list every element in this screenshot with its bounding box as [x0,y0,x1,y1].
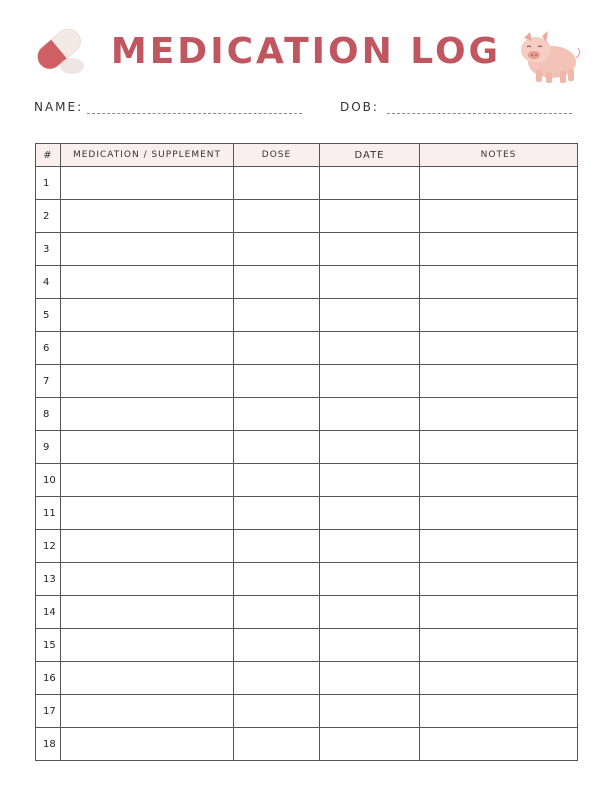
date-cell[interactable] [320,365,420,398]
dose-cell[interactable] [234,497,320,530]
medication-cell[interactable] [61,530,234,563]
table-row [36,596,578,629]
dob-label: DOB: [340,100,379,114]
notes-cell[interactable] [420,596,578,629]
row-number: 18 [36,728,61,761]
dose-cell[interactable] [234,365,320,398]
notes-cell[interactable] [420,464,578,497]
row-number: 13 [36,563,61,596]
column-header-medication: MEDICATION / SUPPLEMENT [61,144,234,167]
dose-cell[interactable] [234,596,320,629]
row-number: 4 [36,266,61,299]
medication-cell[interactable] [61,200,234,233]
column-header-number: # [36,144,61,167]
row-number: 7 [36,365,61,398]
dose-cell[interactable] [234,728,320,761]
medication-cell[interactable] [61,398,234,431]
medication-cell[interactable] [61,431,234,464]
medication-cell[interactable] [61,563,234,596]
table-row [36,266,578,299]
notes-cell[interactable] [420,728,578,761]
table-row [36,563,578,596]
row-number: 2 [36,200,61,233]
table-row [36,200,578,233]
notes-cell[interactable] [420,398,578,431]
notes-cell[interactable] [420,629,578,662]
date-cell[interactable] [320,299,420,332]
date-cell[interactable] [320,728,420,761]
dob-line[interactable] [387,103,572,114]
name-label: NAME: [34,100,84,114]
notes-cell[interactable] [420,299,578,332]
date-cell[interactable] [320,596,420,629]
medication-cell[interactable] [61,695,234,728]
medication-cell[interactable] [61,266,234,299]
row-number: 1 [36,167,61,200]
date-cell[interactable] [320,662,420,695]
row-number: 15 [36,629,61,662]
dose-cell[interactable] [234,662,320,695]
medication-cell[interactable] [61,332,234,365]
row-number: 10 [36,464,61,497]
notes-cell[interactable] [420,497,578,530]
notes-cell[interactable] [420,332,578,365]
row-number: 16 [36,662,61,695]
dose-cell[interactable] [234,464,320,497]
table-row [36,629,578,662]
dose-cell[interactable] [234,629,320,662]
table-row [36,167,578,200]
table-row [36,728,578,761]
name-field[interactable] [34,100,302,114]
dose-cell[interactable] [234,398,320,431]
dose-cell[interactable] [234,695,320,728]
medication-cell[interactable] [61,596,234,629]
table-row [36,695,578,728]
date-cell[interactable] [320,200,420,233]
row-number: 6 [36,332,61,365]
date-cell[interactable] [320,563,420,596]
date-cell[interactable] [320,233,420,266]
column-header-date: DATE [320,144,420,167]
medication-cell[interactable] [61,233,234,266]
table-row [36,530,578,563]
table-row [36,365,578,398]
date-cell[interactable] [320,398,420,431]
table-row [36,398,578,431]
dose-cell[interactable] [234,266,320,299]
pig-icon [516,28,582,84]
column-header-dose: DOSE [234,144,320,167]
table-row [36,431,578,464]
notes-cell[interactable] [420,563,578,596]
row-number: 14 [36,596,61,629]
date-cell[interactable] [320,332,420,365]
notes-cell[interactable] [420,431,578,464]
date-cell[interactable] [320,464,420,497]
notes-cell[interactable] [420,530,578,563]
table-row [36,464,578,497]
table-row [36,662,578,695]
notes-cell[interactable] [420,662,578,695]
page-title: MEDICATION LOG [110,31,502,72]
medication-cell[interactable] [61,629,234,662]
date-cell[interactable] [320,167,420,200]
date-cell[interactable] [320,497,420,530]
medication-log-table [35,143,578,761]
medication-cell[interactable] [61,464,234,497]
medication-cell[interactable] [61,365,234,398]
row-number: 17 [36,695,61,728]
dose-cell[interactable] [234,299,320,332]
date-cell[interactable] [320,695,420,728]
notes-cell[interactable] [420,365,578,398]
date-cell[interactable] [320,629,420,662]
date-cell[interactable] [320,530,420,563]
dose-cell[interactable] [234,233,320,266]
dose-cell[interactable] [234,431,320,464]
medication-cell[interactable] [61,728,234,761]
dob-field[interactable] [340,100,572,114]
notes-cell[interactable] [420,233,578,266]
row-number: 8 [36,398,61,431]
medication-cell[interactable] [61,167,234,200]
row-number: 12 [36,530,61,563]
table-row [36,233,578,266]
dose-cell[interactable] [234,200,320,233]
dose-cell[interactable] [234,332,320,365]
notes-cell[interactable] [420,695,578,728]
date-cell[interactable] [320,431,420,464]
name-line[interactable] [87,103,302,114]
medication-cell[interactable] [61,299,234,332]
table-row [36,332,578,365]
medication-cell[interactable] [61,497,234,530]
row-number: 11 [36,497,61,530]
row-number: 9 [36,431,61,464]
table-row [36,299,578,332]
dose-cell[interactable] [234,530,320,563]
row-number: 3 [36,233,61,266]
table-row [36,497,578,530]
medication-cell[interactable] [61,662,234,695]
notes-cell[interactable] [420,266,578,299]
date-cell[interactable] [320,266,420,299]
table-header-row [36,144,578,167]
row-number: 5 [36,299,61,332]
dose-cell[interactable] [234,563,320,596]
column-header-notes: NOTES [420,144,578,167]
notes-cell[interactable] [420,167,578,200]
dose-cell[interactable] [234,167,320,200]
notes-cell[interactable] [420,200,578,233]
